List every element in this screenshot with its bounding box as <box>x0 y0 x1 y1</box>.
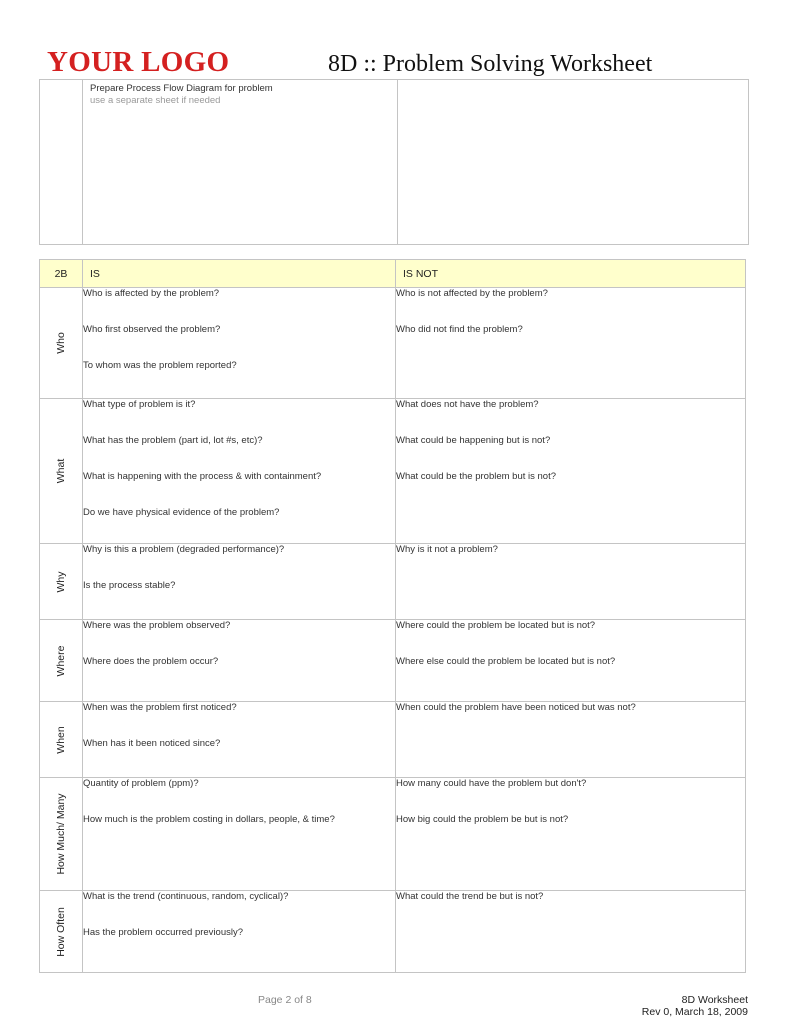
table-header-row <box>40 260 746 288</box>
table-row <box>40 702 746 778</box>
question-text: Who is not affected by the problem? <box>396 288 548 299</box>
is-cell[interactable] <box>83 288 396 399</box>
table-row <box>40 778 746 891</box>
question-text: How much is the problem costing in dollars, people, & time? <box>83 814 335 825</box>
question-text: What has the problem (part id, lot #s, etc)? <box>83 435 263 446</box>
question-text: Why is this a problem (degraded performance)? <box>83 544 285 555</box>
question-text: Quantity of problem (ppm)? <box>83 778 199 789</box>
page-number: Page 2 of 8 <box>258 994 312 1006</box>
doc-revision: Rev 0, March 18, 2009 <box>641 1006 748 1018</box>
flow-label: Prepare Process Flow Diagram for problem <box>90 83 273 94</box>
category-cell <box>40 288 83 399</box>
question-text: Do we have physical evidence of the problem? <box>83 507 280 518</box>
question-text: Has the problem occurred previously? <box>83 927 243 938</box>
question-text: Who first observed the problem? <box>83 324 221 335</box>
doc-info <box>642 994 748 1018</box>
is-not-cell[interactable] <box>396 544 746 620</box>
section-code: 2B <box>40 260 83 288</box>
is-not-cell[interactable] <box>396 288 746 399</box>
category-cell <box>40 891 83 973</box>
question-text: When could the problem have been noticed but was not? <box>396 702 636 713</box>
table-row <box>40 288 746 399</box>
category-cell <box>40 544 83 620</box>
question-text: What type of problem is it? <box>83 399 196 410</box>
question-text: Where does the problem occur? <box>83 656 219 667</box>
category-label: What <box>55 458 67 484</box>
category-cell <box>40 620 83 702</box>
category-label: How Much/ Many <box>55 793 67 875</box>
table-row <box>40 544 746 620</box>
question-text: When was the problem first noticed? <box>83 702 237 713</box>
table-row <box>40 620 746 702</box>
category-label: Where <box>55 645 67 676</box>
flow-note: use a separate sheet if needed <box>90 95 221 106</box>
is-column-header: IS <box>83 260 396 288</box>
question-text: Where else could the problem be located but is not? <box>396 656 616 667</box>
category-label: How Often <box>55 906 67 957</box>
is-not-cell[interactable] <box>396 399 746 544</box>
table-row <box>40 399 746 544</box>
question-text: How big could the problem be but is not? <box>396 814 569 825</box>
is-not-cell[interactable] <box>396 620 746 702</box>
question-text: Why is it not a problem? <box>396 544 498 555</box>
is-is-not-table <box>39 259 746 973</box>
category-label: When <box>55 725 67 754</box>
process-flow-section <box>39 79 749 245</box>
question-text: Who did not find the problem? <box>396 324 523 335</box>
flow-blank-cell <box>40 80 83 245</box>
question-text: How many could have the problem but don't? <box>396 778 587 789</box>
category-label: Who <box>55 332 67 354</box>
category-cell <box>40 778 83 891</box>
category-cell <box>40 702 83 778</box>
question-text: What could be happening but is not? <box>396 435 551 446</box>
page-title: 8D :: Problem Solving Worksheet <box>328 51 653 77</box>
flow-diagram-cell[interactable] <box>83 80 398 245</box>
question-text: Where could the problem be located but is not? <box>396 620 596 631</box>
is-cell[interactable] <box>83 399 396 544</box>
is-cell[interactable] <box>83 544 396 620</box>
is-not-cell[interactable] <box>396 702 746 778</box>
question-text: Where was the problem observed? <box>83 620 231 631</box>
question-text: What could be the problem but is not? <box>396 471 557 482</box>
question-text: Is the process stable? <box>83 580 176 591</box>
is-cell[interactable] <box>83 620 396 702</box>
question-text: What could the trend be but is not? <box>396 891 544 902</box>
question-text: Who is affected by the problem? <box>83 288 220 299</box>
is-not-cell[interactable] <box>396 778 746 891</box>
question-text: What does not have the problem? <box>396 399 539 410</box>
table-row <box>40 891 746 973</box>
category-cell <box>40 399 83 544</box>
flow-notes-cell[interactable] <box>398 80 749 245</box>
is-cell[interactable] <box>83 778 396 891</box>
question-text: What is the trend (continuous, random, cyclical)? <box>83 891 289 902</box>
is-cell[interactable] <box>83 891 396 973</box>
category-label: Why <box>55 571 67 592</box>
question-text: To whom was the problem reported? <box>83 360 237 371</box>
question-text: What is happening with the process & with containment? <box>83 471 322 482</box>
doc-name: 8D Worksheet <box>681 994 748 1006</box>
company-logo: YOUR LOGO <box>47 46 230 78</box>
question-text: When has it been noticed since? <box>83 738 221 749</box>
is-not-column-header: IS NOT <box>396 260 746 288</box>
is-cell[interactable] <box>83 702 396 778</box>
is-not-cell[interactable] <box>396 891 746 973</box>
